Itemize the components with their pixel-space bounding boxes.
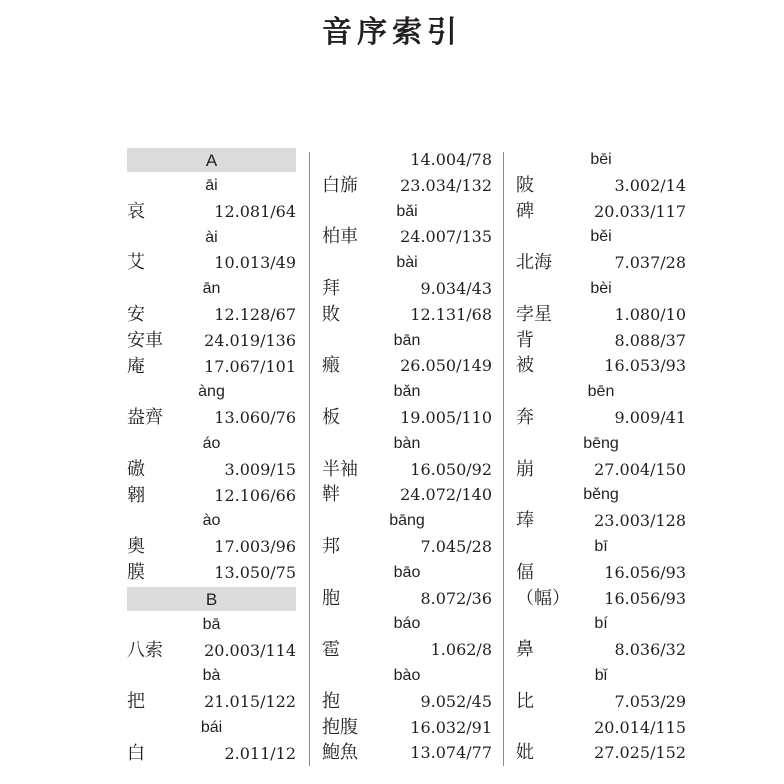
pinyin-heading: bā [202, 615, 221, 633]
pinyin-heading: bēn [587, 383, 615, 401]
pinyin-heading: āi [205, 177, 218, 194]
entry-term: 妣 [516, 742, 534, 764]
entry-reference: 12.131/68 [410, 304, 492, 324]
index-entry [322, 482, 492, 508]
entry-reference: 13.074/77 [410, 743, 492, 763]
pinyin-heading: áo [202, 434, 221, 452]
index-entry [516, 250, 686, 276]
index-entry [127, 199, 296, 225]
index-entry [127, 354, 296, 380]
letter-header-text: A [205, 151, 218, 170]
entry-term: （幅） [516, 587, 570, 609]
pinyin-heading: ào [202, 512, 221, 530]
pinyin-heading: bái [200, 718, 223, 736]
entry-term: 安 [127, 303, 145, 325]
entry-term: 板 [322, 406, 340, 428]
entry-term: 把 [127, 691, 145, 713]
entry-term: 靽 [322, 484, 340, 506]
entry-term: 瘢 [322, 355, 340, 377]
entry-reference: 13.050/75 [214, 562, 296, 582]
entry-reference: 12.106/66 [214, 485, 296, 505]
entry-term: 柏車 [322, 226, 358, 248]
index-entry [127, 250, 296, 276]
pinyin-heading: ài [205, 228, 218, 246]
entry-reference: 16.050/92 [410, 459, 492, 479]
entry-term: 北海 [516, 252, 552, 274]
entry-term: 抱腹 [322, 716, 358, 738]
index-column-1 [127, 147, 296, 767]
entry-term: 邦 [322, 535, 340, 557]
pinyin-heading: bēi [590, 151, 612, 168]
pinyin-heading: běng [583, 486, 619, 504]
entry-term: 碑 [516, 200, 534, 222]
entry-reference: 1.080/10 [614, 304, 686, 324]
entry-term: 鼻 [516, 639, 534, 661]
index-entry [127, 328, 296, 354]
pinyin-heading: bǐ [594, 666, 608, 684]
entry-reference: 24.007/135 [400, 227, 492, 247]
index-entry [322, 457, 492, 483]
entry-term: 艾 [127, 252, 145, 274]
index-entry [322, 689, 492, 715]
entry-reference: 16.053/93 [604, 356, 686, 376]
letter-header-text: B [205, 589, 218, 609]
pinyin-heading: bī [594, 537, 608, 555]
entry-reference: 24.019/136 [204, 330, 296, 350]
index-entry [322, 715, 492, 741]
index-entry [322, 173, 492, 199]
entry-term: 背 [516, 329, 534, 351]
entry-term: 敗 [322, 303, 340, 325]
letter-header [127, 587, 296, 611]
pinyin-heading: bí [594, 615, 608, 633]
pinyin-heading: bàn [393, 434, 421, 452]
entry-term: 膜 [127, 561, 145, 583]
pinyin-heading: ān [202, 280, 221, 298]
entry-reference: 24.072/140 [400, 485, 492, 505]
pinyin-heading: bǎi [396, 202, 418, 220]
index-entry [516, 689, 686, 715]
entry-reference: 21.015/122 [204, 692, 296, 712]
entry-term: 翱 [127, 484, 145, 506]
index-entry [322, 740, 492, 766]
entry-term: 比 [516, 690, 534, 712]
index-entry [516, 508, 686, 534]
entry-reference: 17.003/96 [214, 537, 296, 557]
entry-reference: 14.004/78 [410, 150, 492, 169]
entry-reference: 16.032/91 [410, 717, 492, 737]
pinyin-heading: bān [393, 331, 421, 349]
pinyin-heading: běi [590, 228, 612, 246]
index-entry [127, 638, 296, 664]
index-entry [322, 534, 492, 560]
index-entry [127, 689, 296, 715]
entry-reference: 19.005/110 [400, 407, 492, 427]
index-entry [516, 405, 686, 431]
index-entry [322, 224, 492, 250]
pinyin-heading: bāng [389, 512, 425, 530]
index-entry [516, 637, 686, 663]
pinyin-heading: àng [198, 383, 225, 401]
index-entry [516, 302, 686, 328]
index-entry [322, 405, 492, 431]
entry-reference: 20.003/114 [204, 640, 296, 660]
entry-term: 奧 [127, 536, 145, 558]
entry-term: 哀 [127, 200, 145, 222]
index-entry-continuation [322, 147, 492, 173]
entry-reference: 8.072/36 [420, 588, 492, 608]
index-column-2 [322, 147, 492, 766]
entry-term: 拜 [322, 277, 340, 299]
entry-reference: 1.062/8 [430, 640, 492, 660]
entry-reference: 7.037/28 [614, 253, 686, 273]
entry-reference: 16.056/93 [604, 588, 686, 608]
index-entry [127, 405, 296, 431]
index-entry [322, 586, 492, 612]
entry-reference: 26.050/149 [400, 356, 492, 376]
entry-reference: 12.081/64 [214, 201, 296, 221]
entry-term: 盎齊 [127, 407, 163, 429]
entry-reference: 7.053/29 [614, 691, 686, 711]
entry-term: 胞 [322, 587, 340, 609]
entry-reference: 10.013/49 [214, 253, 296, 273]
entry-term: 白旆 [322, 174, 358, 196]
index-column-3 [516, 147, 686, 766]
index-entry [516, 173, 686, 199]
entry-term: 白 [127, 742, 145, 764]
entry-term: 安車 [127, 329, 163, 351]
index-entry [127, 534, 296, 560]
index-entry [322, 353, 492, 379]
entry-reference: 8.088/37 [614, 330, 686, 350]
entry-term: 八索 [127, 639, 163, 661]
entry-reference: 17.067/101 [204, 356, 296, 376]
index-entry [127, 302, 296, 328]
index-entry [516, 199, 686, 225]
entry-reference: 7.045/28 [420, 536, 492, 556]
index-entry [516, 353, 686, 379]
pinyin-heading: bēng [583, 434, 619, 452]
entry-reference: 16.056/93 [604, 562, 686, 582]
entry-reference: 23.034/132 [400, 175, 492, 195]
entry-reference: 8.036/32 [614, 640, 686, 660]
entry-reference: 23.003/128 [594, 511, 686, 531]
entry-reference: 13.060/76 [214, 408, 296, 428]
pinyin-heading: bài [396, 254, 418, 272]
index-entry [516, 740, 686, 766]
entry-term: 磝 [127, 458, 145, 480]
entry-term: 孛星 [516, 303, 552, 325]
entry-term: 雹 [322, 639, 340, 661]
index-entry [322, 637, 492, 663]
index-entry [516, 328, 686, 354]
index-entry [127, 741, 296, 767]
entry-reference: 27.004/150 [594, 459, 686, 479]
entry-term: 崩 [516, 458, 534, 480]
entry-reference: 20.033/117 [594, 201, 686, 221]
index-entry [322, 276, 492, 302]
entry-reference: 3.002/14 [614, 175, 686, 195]
entry-term: 抱 [322, 690, 340, 712]
page-title: 音序索引 [322, 15, 462, 50]
entry-reference: 3.009/15 [224, 459, 296, 479]
index-entry [127, 483, 296, 509]
entry-reference: 12.128/67 [214, 304, 296, 324]
entry-reference: 27.025/152 [594, 743, 686, 763]
index-entry-continuation [516, 715, 686, 741]
entry-reference: 9.034/43 [420, 278, 492, 298]
entry-reference: 2.011/12 [224, 743, 296, 763]
entry-term: 半袖 [322, 458, 358, 480]
column-divider [309, 152, 310, 766]
index-entry [127, 457, 296, 483]
index-entry [516, 560, 686, 586]
entry-term: 琫 [516, 510, 534, 532]
entry-reference: 20.014/115 [594, 717, 686, 737]
letter-header [127, 148, 296, 172]
pinyin-heading: bào [393, 666, 421, 684]
index-entry [322, 302, 492, 328]
index-entry [127, 560, 296, 586]
pinyin-heading: bāo [393, 563, 421, 581]
entry-term: 庵 [127, 355, 145, 377]
index-entry [516, 457, 686, 483]
entry-reference: 9.052/45 [420, 691, 492, 711]
entry-reference: 9.009/41 [614, 407, 686, 427]
column-divider [503, 152, 504, 766]
pinyin-heading: bà [202, 667, 221, 685]
entry-term: 鮑魚 [322, 742, 358, 764]
pinyin-heading: bǎn [393, 383, 421, 401]
entry-term: 被 [516, 355, 534, 377]
index-entry [516, 586, 686, 612]
entry-term: 陂 [516, 174, 534, 196]
entry-term: 偪 [516, 561, 534, 583]
pinyin-heading: báo [393, 615, 421, 633]
entry-term: 奔 [516, 406, 534, 428]
pinyin-heading: bèi [590, 279, 612, 297]
